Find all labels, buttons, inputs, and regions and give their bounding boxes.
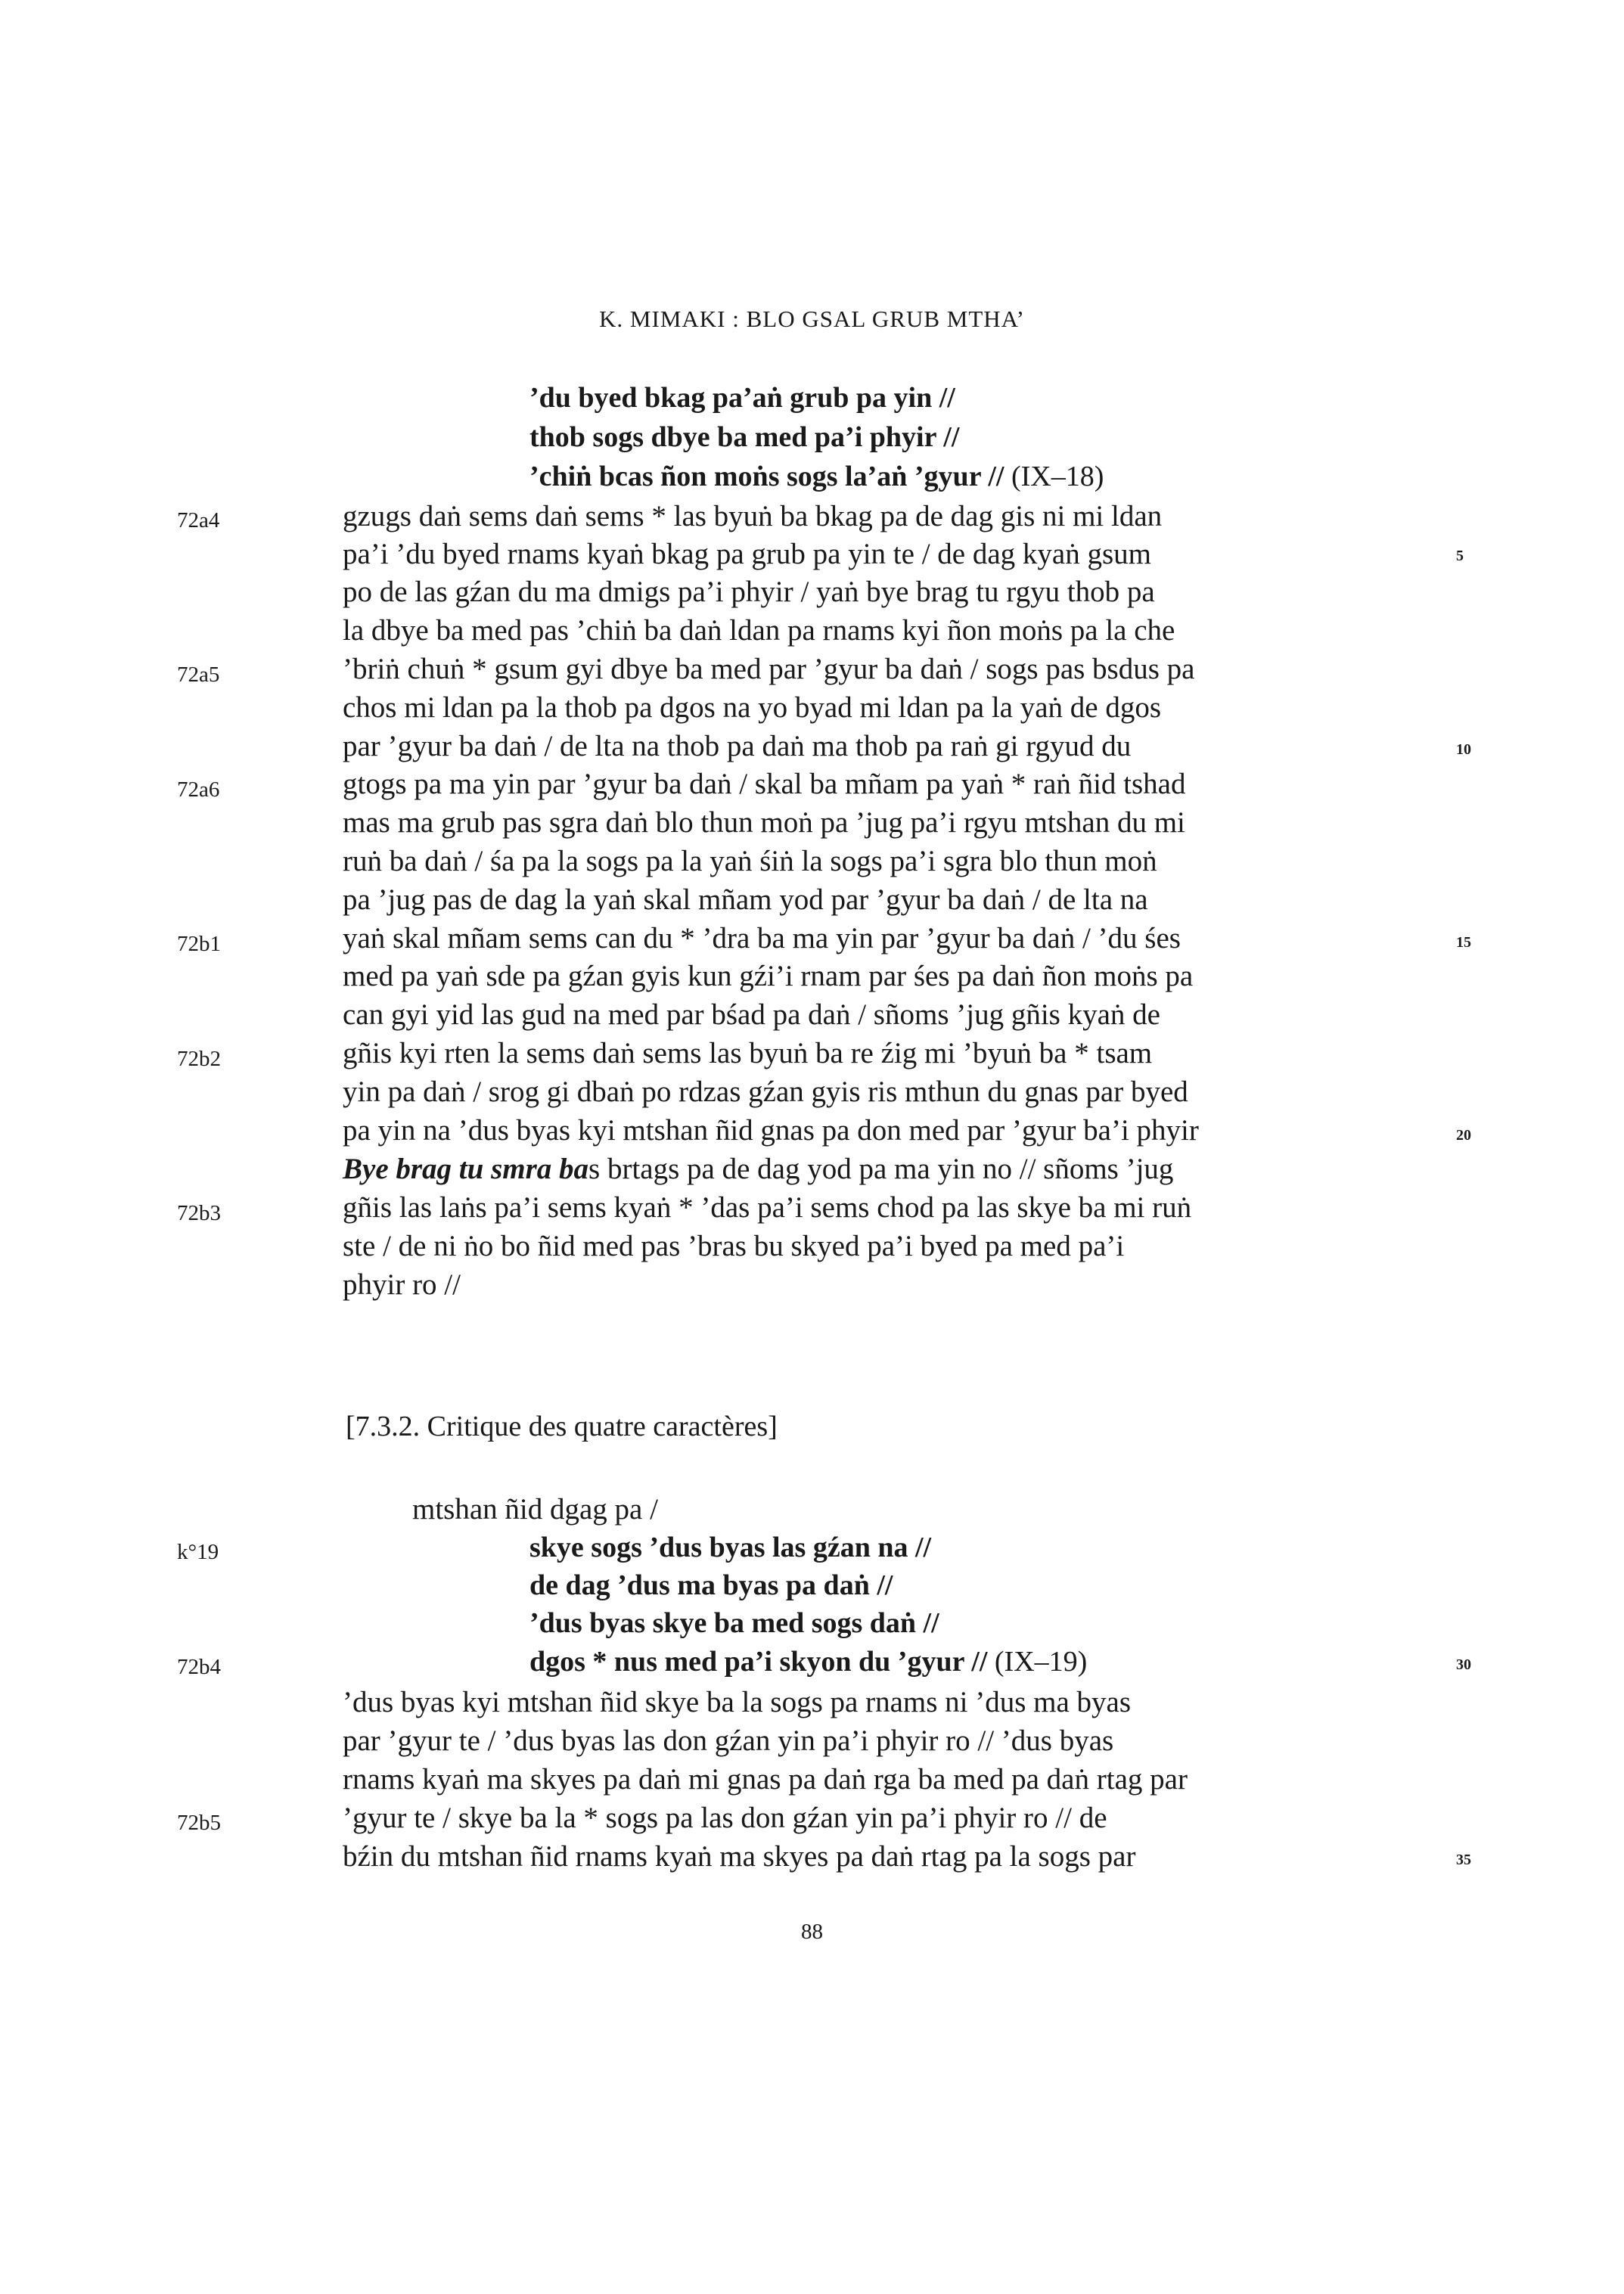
verse-line: thob sogs dbye ba med pa’i phyir // (529, 421, 960, 453)
section-heading: [7.3.2. Critique des quatre caractères] (346, 1411, 778, 1442)
text-line: ’briṅ chuṅ * gsum gyi dbye ba med par ’gyur ba daṅ / sogs pas bsdus pa (343, 653, 1195, 685)
text-line: ’gyur te / skye ba la * sogs pa las don gźan yin pa’i phyir ro // de (343, 1802, 1107, 1834)
folio-marker: 72b4 (177, 1655, 221, 1679)
text-span: s brtags pa de dag yod pa ma yin no // sñoms ’jug (588, 1153, 1174, 1185)
text-line: pa ’jug pas de dag la yaṅ skal mñam yod par ’gyur ba daṅ / de lta na (343, 883, 1148, 916)
text-line: rnams kyaṅ ma skyes pa daṅ mi gnas pa daṅ rga ba med pa daṅ rtag par (343, 1763, 1188, 1796)
text-line: chos mi ldan pa la thob pa dgos na yo byad mi ldan pa la yaṅ de dgos (343, 691, 1162, 724)
verse-line: skye sogs ’dus byas las gźan na // (529, 1532, 932, 1563)
text-line: ruṅ ba daṅ / śa pa la sogs pa la yaṅ śiṅ la sogs pa’i sgra blo thun moṅ (343, 845, 1157, 877)
line-number: 20 (1456, 1127, 1471, 1144)
folio-marker: 72a4 (177, 508, 220, 532)
verse-text: dgos * nus med pa’i skyon du ’gyur // (529, 1646, 988, 1678)
page-number: 88 (801, 1920, 823, 1944)
text-line: ’dus byas kyi mtshan ñid skye ba la sogs pa rnams ni ’dus ma byas (343, 1686, 1132, 1718)
text-line: phyir ro // (343, 1268, 461, 1301)
text-line: yin pa daṅ / srog gi dbaṅ po rdzas gźan gyis ris mthun du gnas par byed (343, 1076, 1188, 1108)
line-number: 5 (1456, 548, 1464, 564)
text-line (343, 1150, 1173, 1189)
running-header: K. MIMAKI : BLO GSAL GRUB MTHA’ (599, 306, 1025, 332)
text-line: bźin du mtshan ñid rnams kyaṅ ma skyes pa daṅ rtag pa la sogs par (343, 1840, 1136, 1873)
folio-marker: k°19 (177, 1540, 219, 1564)
line-number: 30 (1456, 1656, 1471, 1673)
verse-line: ’du byed bkag pa’aṅ grub pa yin // (529, 382, 955, 414)
folio-marker: 72a5 (177, 663, 220, 687)
text-line: gtogs pa ma yin par ’gyur ba daṅ / skal ba mñam pa yaṅ * raṅ ñid tshad (343, 768, 1186, 800)
text-line: med pa yaṅ sde pa gźan gyis kun gźi’i rnam par śes pa daṅ ñon moṅs pa (343, 960, 1194, 992)
verse-line: ’dus byas skye ba med sogs daṅ // (529, 1607, 939, 1639)
verse-line (529, 457, 1104, 496)
folio-marker: 72a6 (177, 778, 220, 802)
folio-marker: 72b5 (177, 1811, 221, 1835)
verse-reference: (IX–19) (994, 1646, 1088, 1678)
text-line: par ’gyur ba daṅ / de lta na thob pa daṅ ma thob pa raṅ gi rgyud du (343, 730, 1132, 762)
text-line: can gyi yid las gud na med par bśad pa daṅ / sñoms ’jug gñis kyaṅ de (343, 998, 1160, 1031)
line-number: 15 (1456, 934, 1471, 951)
folio-marker: 72b1 (177, 932, 221, 956)
line-number: 35 (1456, 1852, 1471, 1868)
text-line: par ’gyur te / ’dus byas las don gźan yin pa’i phyir ro // ’dus byas (343, 1724, 1114, 1757)
text-line: gzugs daṅ sems daṅ sems * las byuṅ ba bkag pa de dag gis ni mi ldan (343, 500, 1163, 532)
text-line: ste / de ni ṅo bo ñid med pas ’bras bu skyed pa’i byed pa med pa’i (343, 1230, 1125, 1262)
emphasized-term: Bye brag tu smra ba (343, 1153, 589, 1185)
line-number: 10 (1456, 741, 1471, 758)
intro-line: mtshan ñid dgag pa / (412, 1493, 658, 1526)
text-line: po de las gźan du ma dmigs pa’i phyir / yaṅ bye brag tu rgyu thob pa (343, 576, 1155, 608)
verse-line (529, 1642, 1087, 1681)
text-line: la dbye ba med pas ’chiṅ ba daṅ ldan pa rnams kyi ñon moṅs pa la che (343, 614, 1175, 647)
text-line: pa’i ’du byed rnams kyaṅ bkag pa grub pa yin te / de dag kyaṅ gsum (343, 538, 1151, 570)
folio-marker: 72b3 (177, 1201, 221, 1225)
text-line: pa yin na ’dus byas kyi mtshan ñid gnas pa don med par ’gyur ba’i phyir (343, 1114, 1199, 1147)
text-line: gñis las laṅs pa’i sems kyaṅ * ’das pa’i sems chod pa las skye ba mi ruṅ (343, 1191, 1192, 1224)
text-line: mas ma grub pas sgra daṅ blo thun moṅ pa ’jug pa’i rgyu mtshan du mi (343, 806, 1185, 839)
verse-line: de dag ’dus ma byas pa daṅ // (529, 1569, 893, 1601)
verse-text: ’chiṅ bcas ñon moṅs sogs la’aṅ ’gyur // (529, 461, 1005, 492)
verse-reference: (IX–18) (1011, 461, 1104, 492)
text-line: gñis kyi rten la sems daṅ sems las byuṅ ba re źig mi ’byuṅ ba * tsam (343, 1037, 1153, 1069)
text-line: yaṅ skal mñam sems can du * ’dra ba ma yin par ’gyur ba daṅ / ’du śes (343, 922, 1181, 955)
folio-marker: 72b2 (177, 1047, 221, 1071)
